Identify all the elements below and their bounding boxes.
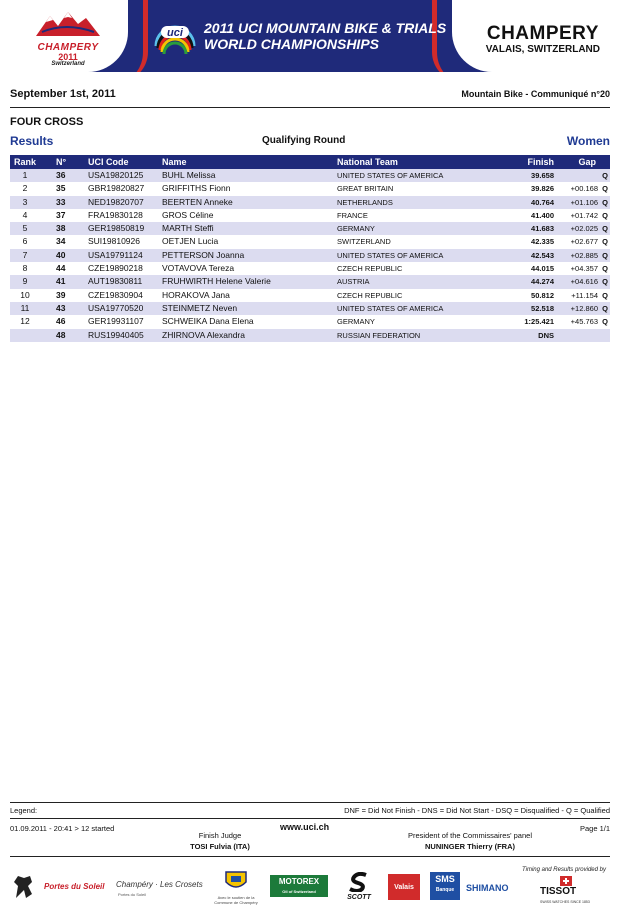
qualified-flag-cell: Q [602, 317, 608, 327]
qualified-flag-cell: Q [602, 264, 608, 274]
rank-cell: 3 [22, 196, 28, 207]
header-banner [0, 0, 620, 72]
rank-cell: 2 [22, 183, 28, 194]
title-line-1: 2011 UCI MOUNTAIN BIKE & TRIALS [204, 20, 447, 36]
category-label: Women [566, 134, 610, 148]
logo-year: 2011 [58, 52, 78, 62]
communique-number: Mountain Bike - Communiqué n°20 [461, 89, 610, 99]
rank-cell: 4 [22, 209, 28, 220]
rider-name-cell: STEINMETZ Neven [162, 302, 238, 313]
legend-row [10, 806, 610, 818]
national-team-cell: UNITED STATES OF AMERICA [337, 171, 444, 180]
venue-name: CHAMPERY [486, 23, 599, 44]
rider-name-cell: OETJEN Lucia [162, 236, 219, 247]
national-team-cell: CZECH REPUBLIC [337, 290, 403, 300]
sponsor-champery-crosets: Champéry · Les Crosets [116, 880, 203, 889]
gap-cell: +02.885 [570, 250, 598, 260]
page-number: Page 1/1 [579, 824, 610, 833]
national-team-cell: UNITED STATES OF AMERICA [337, 303, 444, 313]
logo-brand: CHAMPERY [37, 42, 99, 53]
gap-cell: +11.154 [571, 290, 598, 300]
uci-code-cell: CZE19890218 [88, 263, 143, 274]
finish-time-cell: 39.658 [531, 171, 554, 180]
bib-number-cell: 46 [56, 316, 66, 327]
national-team-cell: GREAT BRITAIN [337, 184, 394, 194]
national-team-cell: AUSTRIA [337, 277, 370, 287]
table-header [10, 155, 610, 169]
sponsor-bar [0, 862, 620, 912]
tissot-cross-icon [560, 876, 572, 886]
gap-cell: +01.742 [570, 210, 598, 220]
column-header-name: Name [162, 157, 187, 167]
column-header-rank: Rank [13, 157, 36, 167]
national-team-cell: GERMANY [337, 224, 375, 234]
footer-divider [10, 818, 610, 819]
bib-number-cell: 34 [56, 236, 66, 247]
uci-code-cell: GBR19820827 [88, 183, 145, 194]
bib-number-cell: 38 [56, 223, 66, 234]
sponsor-champery-sub: Portes du Soleil [118, 892, 147, 897]
finish-time-cell: 40.764 [531, 197, 554, 207]
uci-code-cell: USA19820125 [88, 170, 144, 180]
finish-time-cell: 42.335 [531, 237, 554, 247]
finish-judge [160, 831, 280, 851]
results-heading-row [10, 134, 610, 150]
qualified-flag-cell: Q [602, 277, 608, 287]
uci-code-cell: NED19820707 [88, 196, 144, 207]
qualified-flag-cell: Q [602, 210, 608, 220]
column-header-gap: Gap [578, 157, 596, 167]
table-row [10, 169, 610, 182]
column-header-uci-code: UCI Code [88, 157, 129, 167]
bib-number-cell: 33 [56, 196, 66, 207]
uci-code-cell: RUS19940405 [88, 329, 144, 340]
finish-judge-title: Finish Judge [198, 831, 242, 840]
finish-judge-name: TOSI Fulvia (ITA) [190, 842, 250, 851]
sms-sub: Banque [435, 887, 455, 893]
rider-name-cell: PETTERSON Joanna [162, 249, 245, 260]
qualified-flag-cell: Q [602, 171, 608, 180]
footer-divider-bottom [10, 856, 610, 857]
gap-cell: +04.357 [570, 264, 598, 274]
uci-logo-icon [152, 16, 198, 56]
uci-code-cell: FRA19830128 [88, 209, 143, 220]
rider-name-cell: GRIFFITHS Fionn [162, 183, 231, 194]
results-table [10, 155, 610, 342]
qualified-flag-cell: Q [602, 184, 608, 194]
table-row [10, 209, 610, 222]
national-team-cell: FRANCE [337, 210, 368, 220]
legend-label: Legend: [10, 806, 38, 815]
rank-cell: 11 [20, 302, 30, 313]
rank-cell: 8 [22, 263, 28, 274]
sponsor-shimano: SHIMANO [466, 883, 509, 893]
finish-time-cell: 50.812 [531, 290, 554, 300]
table-row [10, 262, 610, 275]
sponsor-sms [430, 872, 460, 900]
banner-red-stripe-left [118, 0, 148, 72]
finish-time-cell: 39.826 [531, 184, 554, 194]
venue-title [486, 24, 600, 56]
sponsor-scott [338, 872, 380, 902]
qualified-flag-cell: Q [602, 224, 608, 234]
sms-name: SMS [435, 874, 455, 884]
motorex-sub: Oil of Switzerland [282, 889, 316, 894]
table-row [10, 222, 610, 235]
section-label: Results [10, 134, 54, 148]
bib-number-cell: 48 [56, 329, 66, 340]
championship-title [204, 20, 446, 52]
footer-divider-top [10, 802, 610, 803]
timing-credit: Timing and Results provided by [522, 867, 606, 873]
bib-number-cell: 39 [56, 289, 66, 300]
header-divider [10, 107, 610, 108]
president-name: NUNINGER Thierry (FRA) [424, 842, 515, 851]
rider-name-cell: MARTH Steffi [162, 223, 214, 234]
bib-number-cell: 36 [56, 170, 66, 180]
table-row [10, 315, 610, 328]
table-row [10, 196, 610, 209]
rank-cell: 7 [22, 249, 28, 260]
date-row [10, 88, 610, 104]
bib-number-cell: 43 [56, 302, 66, 313]
rank-cell: 9 [22, 276, 28, 287]
mountain-icon [36, 10, 100, 36]
gap-cell: +12.860 [570, 303, 598, 313]
qualified-flag-cell: Q [602, 237, 608, 247]
national-team-cell: GERMANY [337, 317, 375, 327]
footer-info [10, 822, 610, 852]
uci-code-cell: USA19770520 [88, 302, 144, 313]
venue-region: VALAIS, SWITZERLAND [485, 44, 600, 55]
print-info: 01.09.2011 - 20:41 > 12 started [10, 824, 115, 833]
gap-cell: +01.106 [570, 197, 598, 207]
uci-code-cell: GER19850819 [88, 223, 145, 234]
rider-name-cell: BUHL Melissa [162, 170, 216, 180]
uci-code-cell: AUT19830811 [88, 276, 143, 287]
tissot-tagline: SWISS WATCHES SINCE 1853 [540, 900, 590, 904]
table-row [10, 182, 610, 195]
sponsor-motorex [270, 875, 328, 897]
bib-number-cell: 41 [56, 276, 66, 287]
sponsor-valais: Valais [388, 874, 420, 900]
gap-cell: +02.025 [570, 224, 598, 234]
national-team-cell: NETHERLANDS [337, 197, 393, 207]
finish-time-cell: 1:25.421 [524, 317, 554, 327]
bib-number-cell: 37 [56, 209, 66, 220]
champery-2011-logo [28, 8, 108, 66]
table-row [10, 302, 610, 315]
qualified-flag-cell: Q [602, 290, 608, 300]
rank-cell: 6 [22, 236, 28, 247]
column-header-finish: Finish [527, 157, 554, 167]
table-row [10, 329, 610, 342]
column-header-number: N° [56, 157, 67, 167]
scott-name: SCOTT [347, 894, 371, 901]
uci-code-cell: SUI19810926 [88, 236, 140, 247]
rider-name-cell: FRUHWIRTH Helene Valerie [162, 276, 271, 287]
bib-number-cell: 35 [56, 183, 66, 194]
motorex-name: MOTOREX [278, 877, 320, 886]
finish-time-cell: 41.683 [531, 224, 554, 234]
finish-time-cell: 41.400 [531, 210, 554, 220]
national-team-cell: UNITED STATES OF AMERICA [337, 250, 444, 260]
gap-cell: +45.763 [570, 317, 598, 327]
table-row [10, 249, 610, 262]
rider-name-cell: SCHWEIKA Dana Elena [162, 316, 254, 327]
commissaires-president [382, 831, 558, 851]
uci-logo-text: uci [167, 27, 183, 39]
commune-crest-icon [222, 870, 250, 892]
finish-time-cell: 42.543 [531, 250, 554, 260]
gap-cell: +04.616 [570, 277, 598, 287]
finish-time-cell: 44.015 [531, 264, 554, 274]
rider-name-cell: HORAKOVA Jana [162, 289, 230, 300]
round-label: Qualifying Round [262, 135, 346, 146]
rank-cell: 5 [22, 223, 28, 234]
rider-name-cell: ZHIRNOVA Alexandra [162, 329, 245, 340]
finish-time-cell: DNS [538, 330, 554, 340]
uci-code-cell: CZE19830904 [88, 289, 143, 300]
national-team-cell: CZECH REPUBLIC [337, 264, 403, 274]
national-team-cell: SWITZERLAND [337, 237, 391, 247]
table-row [10, 275, 610, 288]
rank-cell: 12 [20, 316, 30, 327]
website-link[interactable]: www.uci.ch [280, 822, 330, 832]
national-team-cell: RUSSIAN FEDERATION [337, 330, 421, 340]
qualified-flag-cell: Q [602, 250, 608, 260]
table-row [10, 289, 610, 302]
bib-number-cell: 44 [56, 263, 66, 274]
sponsor-portes-du-soleil: Portes du Soleil [44, 882, 105, 891]
gap-cell: +02.677 [570, 237, 598, 247]
column-header-national-team: National Team [337, 157, 398, 167]
title-line-2: WORLD CHAMPIONSHIPS [204, 36, 379, 52]
event-title: FOUR CROSS [10, 116, 84, 128]
gap-cell: +00.168 [570, 184, 598, 194]
rider-name-cell: BEERTEN Anneke [162, 196, 233, 207]
rank-cell: 10 [20, 289, 30, 300]
scott-s-icon [338, 872, 380, 892]
rider-name-cell: VOTAVOVA Tereza [162, 263, 235, 274]
table-body [10, 169, 610, 342]
bib-number-cell: 40 [56, 249, 66, 260]
president-title: President of the Commissaires' panel [408, 831, 532, 840]
document-date: September 1st, 2011 [10, 88, 116, 100]
finish-time-cell: 52.518 [531, 303, 554, 313]
finish-time-cell: 44.274 [531, 277, 554, 287]
qualified-flag-cell: Q [602, 197, 608, 207]
sponsor-tissot: TISSOT [540, 886, 577, 897]
rider-name-cell: GROS Céline [162, 209, 214, 220]
logo-country: Switzerland [51, 61, 85, 67]
rank-cell: 1 [22, 170, 28, 180]
uci-code-cell: GER19931107 [88, 316, 144, 327]
peugeot-lion-icon [8, 872, 38, 902]
qualified-flag-cell: Q [602, 303, 608, 313]
uci-code-cell: USA19791124 [88, 249, 143, 260]
legend-text: DNF = Did Not Finish - DNS = Did Not Start - DSQ = Disqualified - Q = Qualified [344, 806, 610, 815]
sponsor-commune: Avec le soutien de la Commune de Champéry [214, 895, 258, 905]
table-row [10, 235, 610, 248]
